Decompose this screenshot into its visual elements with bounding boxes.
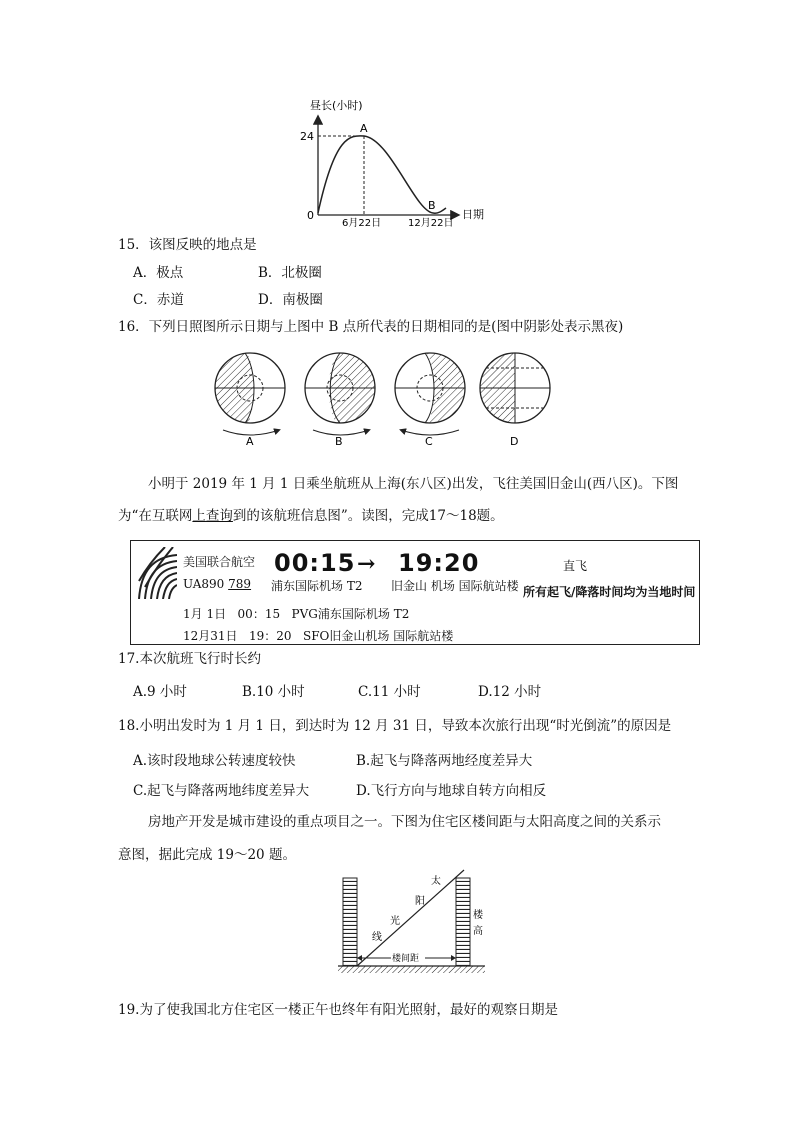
flight-arrow-icon: → (357, 551, 376, 577)
flight-row-departure: 1月 1日 00：15 PVG浦东国际机场 T2 (183, 607, 410, 621)
arrival-time: 19:20 (398, 549, 480, 577)
q18-stem: 18.小明出发时为 1 月 1 日，到达时为 12 月 31 日，导致本次旅行出现“时光倒流”的原因是 (118, 718, 672, 734)
passage1-line2-suffix: 到的该航班信息图”。读图，完成17～18题。 (232, 508, 504, 524)
daylength-chart (290, 95, 500, 230)
q15-stem: 15．该图反映的地点是 (118, 237, 257, 253)
globe-label-c: C (425, 435, 433, 448)
passage2-line1: 房地产开发是城市建设的重点项目之一。下图为住宅区楼间距与太阳高度之间的关系示 (148, 814, 661, 830)
passage1-line2-prefix: 为“在互联网 (118, 508, 193, 524)
local-time-note: 所有起飞/降落时间均为当地时间 (523, 585, 696, 599)
q18-option-b[interactable]: B.起飞与降落两地经度差异大 (356, 753, 533, 769)
q19-stem: 19.为了使我国北方住宅区一楼正午也终年有阳光照射，最好的观察日期是 (118, 1002, 558, 1018)
q18-option-c[interactable]: C.起飞与降落两地纬度差异大 (133, 783, 310, 799)
height-char-2: 高 (473, 926, 483, 937)
ground (338, 966, 485, 973)
q17-option-b[interactable]: B.10 小时 (242, 684, 305, 700)
chart-y24: 24 (300, 130, 314, 143)
q15-option-a[interactable]: A．极点 (133, 265, 184, 281)
passage2-line2: 意图，据此完成 19～20 题。 (118, 847, 296, 863)
q17-option-d[interactable]: D.12 小时 (478, 684, 542, 700)
chart-xtick-jun22: 6月22日 (342, 218, 382, 229)
chart-xlabel: 日期 (462, 208, 484, 221)
q18-option-a[interactable]: A.该时段地球公转速度较快 (133, 753, 296, 769)
spacing-label: 楼间距 (392, 954, 420, 964)
globe-c (395, 350, 465, 435)
airline-name: 美国联合航空 (183, 555, 256, 569)
flight-type: 直飞 (563, 559, 588, 573)
height-char-1: 楼 (473, 910, 483, 921)
sunlight-char-4: 线 (372, 932, 382, 943)
globe-d (480, 350, 550, 430)
q15-option-c[interactable]: C．赤道 (133, 292, 184, 308)
departure-time: 00:15 (274, 549, 356, 577)
globe-label-d: D (510, 435, 519, 448)
airline-logo (135, 547, 177, 599)
daylength-curve (318, 136, 446, 213)
building-left (343, 878, 357, 966)
chart-origin: 0 (307, 209, 314, 222)
chart-ylabel: 昼长(小时) (310, 99, 363, 112)
passage1-line2 (118, 504, 504, 524)
q17-option-c[interactable]: C.11 小时 (358, 684, 421, 700)
q15-option-d[interactable]: D．南极圈 (258, 292, 323, 308)
q17-option-a[interactable]: A.9 小时 (133, 684, 187, 700)
globe-a (215, 350, 285, 435)
arrival-airport: 旧金山 机场 国际航站楼 (391, 579, 519, 593)
chart-point-b: B (428, 199, 436, 212)
flight-number: UA890 789 (183, 577, 252, 591)
flight-info-box (130, 540, 700, 645)
globe-b (305, 350, 375, 435)
sunlight-char-2: 阳 (415, 896, 425, 907)
globe-label-b: B (335, 435, 343, 448)
chart-point-a: A (360, 122, 368, 135)
building-spacing-diagram (335, 866, 490, 978)
chart-xtick-dec22: 12月22日 (408, 218, 454, 229)
building-right (456, 878, 470, 966)
flight-row-arrival: 12月31日 19：20 SFO旧金山机场 国际航站楼 (183, 629, 454, 643)
globe-label-a: A (246, 435, 254, 448)
q18-option-d[interactable]: D.飞行方向与地球自转方向相反 (356, 783, 547, 799)
passage1-underlined: 上查询 (192, 508, 233, 524)
sunlight-globes (205, 350, 565, 450)
q17-stem: 17.本次航班飞行时长约 (118, 651, 261, 667)
q16-stem: 16．下列日照图所示日期与上图中 B 点所代表的日期相同的是(图中阴影处表示黑夜) (118, 319, 624, 335)
sunlight-char-1: 太 (431, 876, 441, 887)
passage1-line1: 小明于 2019 年 1 月 1 日乘坐航班从上海(东八区)出发，飞往美国旧金山(西八区)。下图 (148, 476, 679, 492)
flight-number-alt: 789 (228, 577, 252, 591)
departure-airport: 浦东国际机场 T2 (271, 579, 363, 593)
q15-option-b[interactable]: B．北极圈 (258, 265, 322, 281)
sunlight-char-3: 光 (390, 916, 400, 927)
